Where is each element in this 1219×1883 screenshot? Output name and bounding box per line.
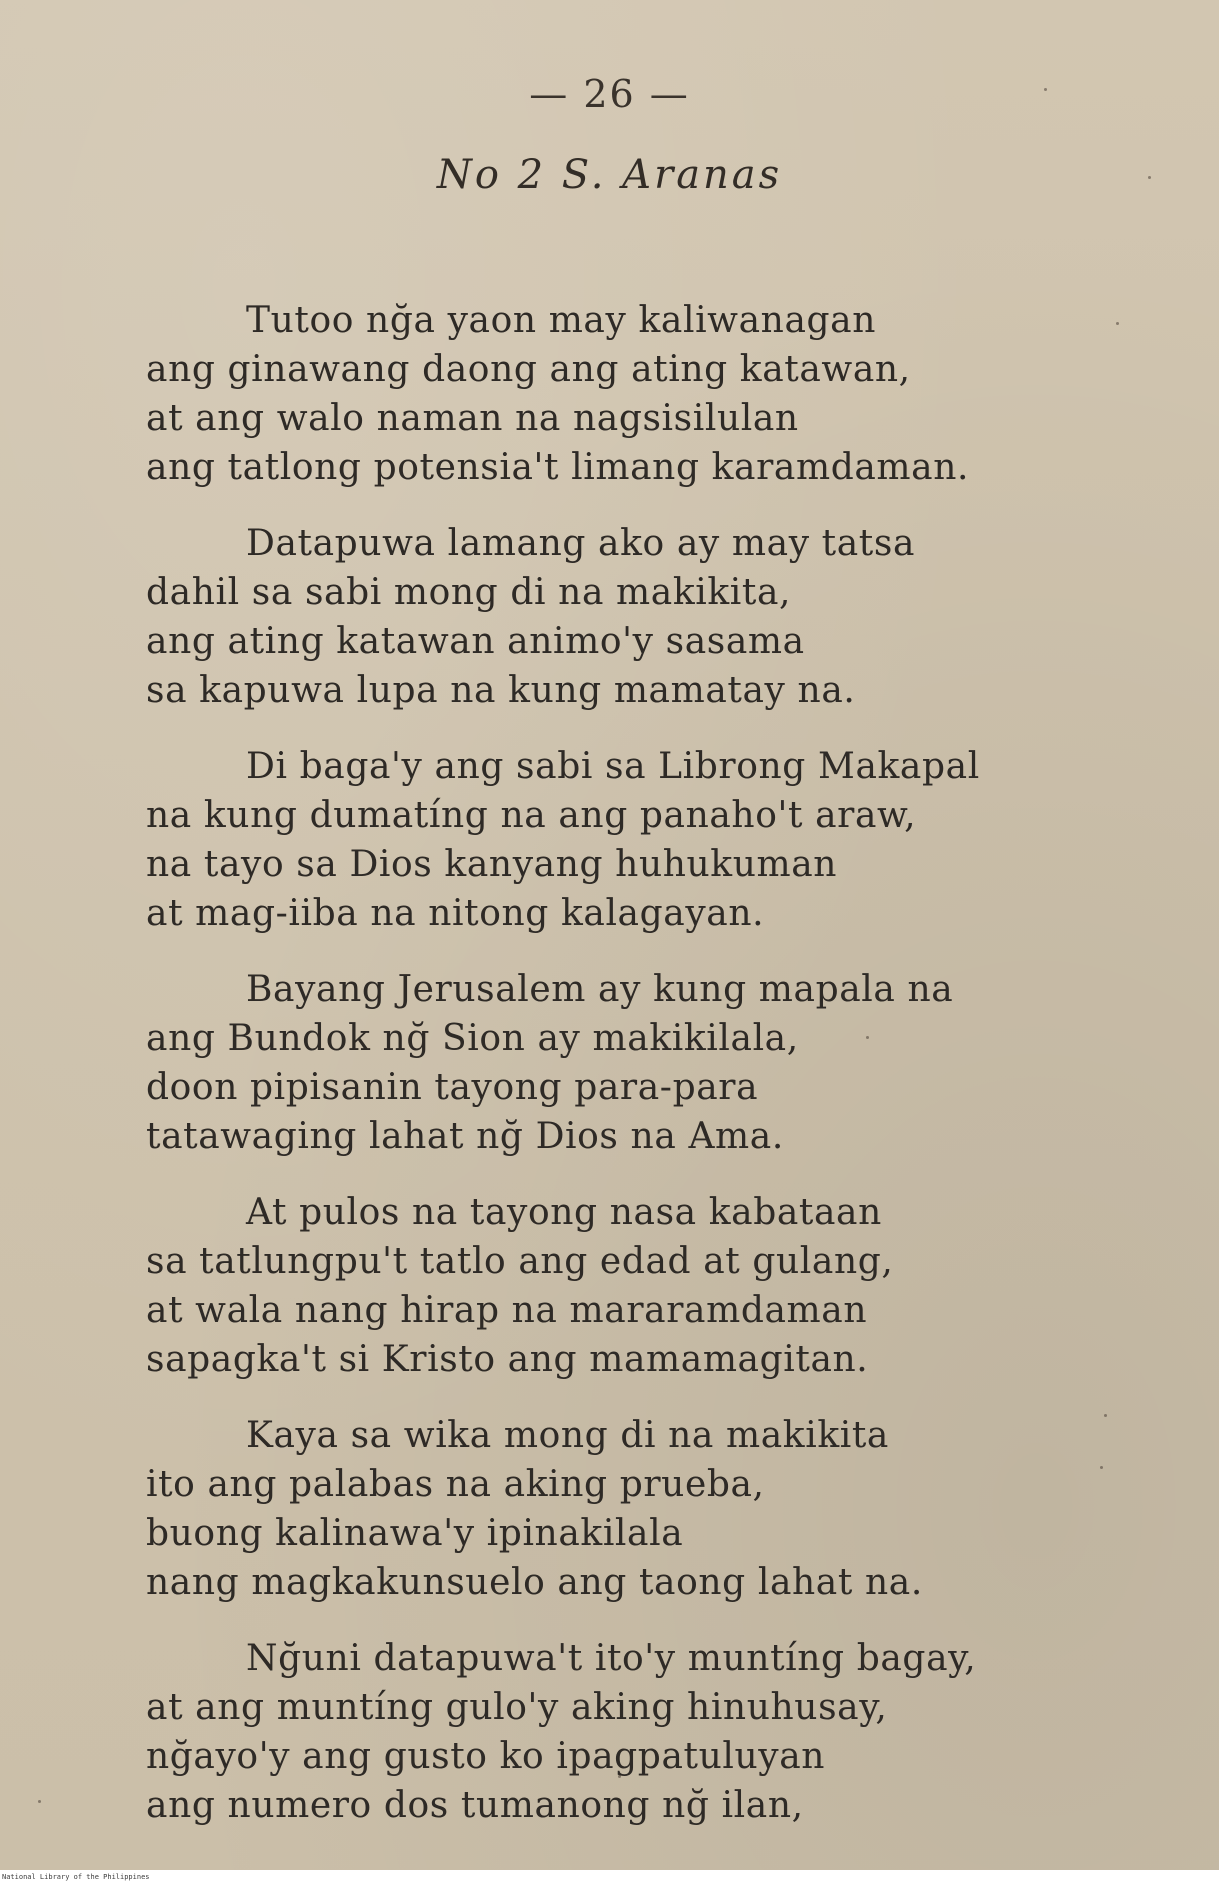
poem-line: na tayo sa Dios kanyang huhukuman: [146, 844, 838, 885]
poem-line: ang ginawang daong ang ating katawan,: [146, 349, 911, 390]
stanza: [146, 1188, 1066, 1384]
stanza: [146, 296, 1066, 492]
poem-line: buong kalinawa'y ipinakilala: [146, 1513, 684, 1554]
scan-footer-strip: [0, 1870, 1219, 1883]
poem-heading: No 2 S. Aranas: [436, 152, 783, 198]
poem-line: Nğuni datapuwa't ito'y muntíng bagay,: [246, 1638, 977, 1679]
poem-line: nğayo'y ang gusto ko ipagpatuluyan: [146, 1736, 826, 1777]
poem-line: Tutoo nğa yaon may kaliwanagan: [246, 300, 876, 341]
poem-line: ang tatlong potensia't limang karamdaman.: [146, 447, 970, 488]
page-number: — 26 —: [529, 72, 690, 116]
poem-line: Bayang Jerusalem ay kung mapala na: [246, 969, 954, 1010]
poem-line: sa tatlungpu't tatlo ang edad at gulang,: [146, 1241, 894, 1282]
poem-line: doon pipisanin tayong para-para: [146, 1067, 759, 1108]
stanza: [146, 1634, 1066, 1830]
poem-line: sapagka't si Kristo ang mamamagitan.: [146, 1339, 869, 1380]
poem-line: Datapuwa lamang ako ay may tatsa: [246, 523, 916, 564]
poem-line: at wala nang hirap na mararamdaman: [146, 1290, 868, 1331]
poem-line: ito ang palabas na aking prueba,: [146, 1464, 765, 1505]
poem-line: Di baga'y ang sabi sa Librong Makapal: [246, 746, 980, 787]
poem-body: [146, 296, 1066, 1857]
poem-line: dahil sa sabi mong di na makikita,: [146, 572, 792, 613]
paper-speck: [1116, 322, 1119, 325]
stanza: [146, 742, 1066, 938]
paper-speck: [1104, 1414, 1107, 1417]
poem-line: at mag-iiba na nitong kalagayan.: [146, 893, 765, 934]
stanza: [146, 519, 1066, 715]
poem-line: at ang muntíng gulo'y aking hinuhusay,: [146, 1687, 888, 1728]
paper-speck: [38, 1800, 41, 1803]
poem-line: ang numero dos tumanong nğ ilan,: [146, 1785, 804, 1826]
poem-line: At pulos na tayong nasa kabataan: [246, 1192, 882, 1233]
poem-line: at ang walo naman na nagsisilulan: [146, 398, 799, 439]
poem-line: nang magkakunsuelo ang taong lahat na.: [146, 1562, 923, 1603]
poem-line: sa kapuwa lupa na kung mamatay na.: [146, 670, 856, 711]
poem-line: ang ating katawan animo'y sasama: [146, 621, 805, 662]
stanza: [146, 965, 1066, 1161]
stanza: [146, 1411, 1066, 1607]
paper-speck: [1100, 1466, 1103, 1469]
poem-line: na kung dumatíng na ang panaho't araw,: [146, 795, 917, 836]
scan-credit: National Library of the Philippines: [2, 1873, 150, 1881]
poem-line: ang Bundok nğ Sion ay makikilala,: [146, 1018, 799, 1059]
poem-line: Kaya sa wika mong di na makikita: [246, 1415, 889, 1456]
poem-line: tatawaging lahat nğ Dios na Ama.: [146, 1116, 784, 1157]
